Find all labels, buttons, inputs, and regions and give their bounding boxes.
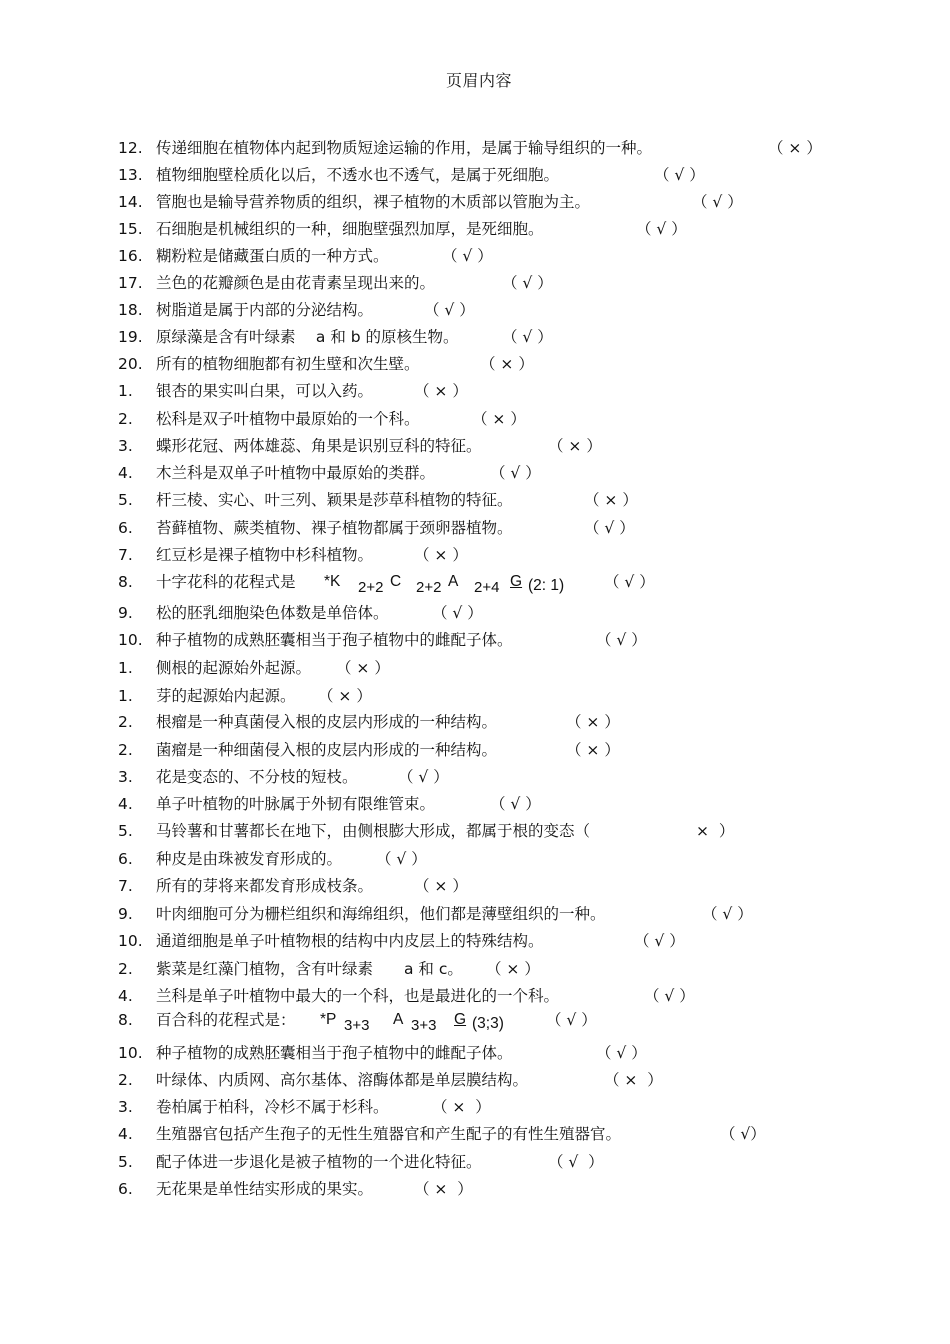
question-item (118, 656, 390, 680)
formula-c-sub: 2+2 (416, 579, 442, 596)
answer-mark: （ × ） (414, 1180, 473, 1198)
formula-g: G (510, 573, 523, 590)
question-item (118, 929, 685, 953)
answer-mark: （ √ ） (546, 1011, 597, 1029)
question-number: 5. (118, 1153, 133, 1171)
question-number: 8. (118, 1011, 133, 1029)
question-item (118, 984, 695, 1008)
question-text: 十字花科的花程式是 (156, 573, 296, 591)
question-number: 2. (118, 960, 133, 978)
question-item (118, 1068, 663, 1092)
question-number: 5. (118, 822, 133, 840)
answer-mark: （ √ ） (604, 573, 655, 591)
question-item (118, 765, 449, 789)
answer-mark: （ √） (720, 1125, 766, 1143)
question-item (118, 271, 553, 295)
question-number: 3. (118, 768, 133, 786)
question-text: 叶肉细胞可分为栅栏组织和海绵组织，他们都是薄壁组织的一种。 (156, 905, 606, 923)
formula-k: *K (324, 573, 341, 590)
answer-mark: （ √ ） (702, 905, 753, 923)
question-item (118, 902, 753, 926)
question-number: 2. (118, 410, 133, 428)
question-text: 紫菜是红藻门植物，含有叶绿素 a 和 c。 (156, 960, 463, 978)
question-text: 树脂道是属于内部的分泌结构。 (156, 301, 374, 319)
question-text: 苔藓植物、蕨类植物、裸子植物都属于颈卵器植物。 (156, 519, 513, 537)
answer-mark: （ √ ） (502, 328, 553, 346)
question-item (118, 136, 822, 160)
question-number: 19. (118, 328, 143, 346)
question-number: 15. (118, 220, 143, 238)
question-number: 18. (118, 301, 143, 319)
question-number: 4. (118, 987, 133, 1005)
question-number: 9. (118, 604, 133, 622)
answer-mark: （ √ ） (376, 850, 427, 868)
question-item (118, 1122, 766, 1146)
answer-mark: × ） (696, 822, 735, 840)
answer-mark: （ × ） (566, 713, 620, 731)
answer-mark: （ √ ） (654, 166, 705, 184)
answer-mark: （ √ ） (692, 193, 743, 211)
question-item (118, 488, 638, 512)
answer-mark: （ × ） (336, 659, 390, 677)
question-text: 松科是双子叶植物中最原始的一个科。 (156, 410, 420, 428)
question-number: 6. (118, 850, 133, 868)
question-number: 10. (118, 631, 143, 649)
question-item (118, 325, 553, 349)
answer-mark: （ × ） (486, 960, 540, 978)
answer-mark: （ √ ） (502, 274, 553, 292)
question-text: 生殖器官包括产生孢子的无性生殖器官和产生配子的有性生殖器官。 (156, 1125, 622, 1143)
answer-mark: （ × ） (566, 741, 620, 759)
question-text: 石细胞是机械组织的一种，细胞壁强烈加厚，是死细胞。 (156, 220, 544, 238)
answer-mark: （ × ） (318, 687, 372, 705)
formula-g: G (454, 1011, 467, 1028)
formula-k-sub: 2+2 (358, 579, 384, 596)
answer-mark: （ √ ） (432, 604, 483, 622)
answer-mark: （ √ ） (442, 247, 493, 265)
question-item (118, 407, 526, 431)
question-text: 种皮是由珠被发育形成的。 (156, 850, 343, 868)
answer-mark: （ √ ） (490, 464, 541, 482)
question-number: 17. (118, 274, 143, 292)
answer-mark: （ × ） (768, 139, 822, 157)
question-item (118, 543, 468, 567)
question-item (118, 217, 687, 241)
question-number: 7. (118, 877, 133, 895)
question-number: 2. (118, 713, 133, 731)
question-item (118, 957, 540, 981)
question-number: 1. (118, 687, 133, 705)
question-item (118, 298, 475, 322)
question-item (118, 379, 468, 403)
question-number: 6. (118, 1180, 133, 1198)
question-text: 所有的植物细胞都有初生壁和次生壁。 (156, 355, 420, 373)
formula-k-sub: 3+3 (344, 1017, 370, 1034)
question-text: 糊粉粒是储藏蛋白质的一种方式。 (156, 247, 389, 265)
question-text: 侧根的起源始外起源。 (156, 659, 312, 677)
question-item (118, 434, 602, 458)
question-number: 9. (118, 905, 133, 923)
question-text: 芽的起源始内起源。 (156, 687, 296, 705)
question-text: 百合科的花程式是： (156, 1011, 296, 1029)
formula-a-sub: 3+3 (411, 1017, 437, 1034)
question-item (118, 1095, 491, 1119)
question-text: 叶绿体、内质网、高尔基体、溶酶体都是单层膜结构。 (156, 1071, 529, 1089)
question-number: 3. (118, 437, 133, 455)
question-text: 卷柏属于柏科，冷杉不属于杉科。 (156, 1098, 389, 1116)
question-text: 无花果是单性结实形成的果实。 (156, 1180, 374, 1198)
question-item (118, 570, 655, 596)
question-text: 单子叶植物的叶脉属于外韧有限维管束。 (156, 795, 436, 813)
question-text: 兰科是单子叶植物中最大的一个科，也是最进化的一个科。 (156, 987, 560, 1005)
question-text: 通道细胞是单子叶植物根的结构中内皮层上的特殊结构。 (156, 932, 544, 950)
question-number: 13. (118, 166, 143, 184)
question-number: 12. (118, 139, 143, 157)
question-text: 蝶形花冠、两体雄蕊、角果是识别豆科的特征。 (156, 437, 482, 455)
question-item (118, 819, 735, 843)
question-item (118, 874, 468, 898)
question-text: 所有的芽将来都发育形成枝条。 (156, 877, 374, 895)
question-item (118, 628, 647, 652)
answer-mark: （ √ ） (584, 519, 635, 537)
question-text: 根瘤是一种真菌侵入根的皮层内形成的一种结构。 (156, 713, 498, 731)
answer-mark: （ × ） (604, 1071, 663, 1089)
question-item (118, 738, 620, 762)
question-item (118, 601, 483, 625)
question-item (118, 352, 534, 376)
question-number: 20. (118, 355, 143, 373)
question-text: 木兰科是双单子叶植物中最原始的类群。 (156, 464, 436, 482)
answer-mark: （ × ） (480, 355, 534, 373)
question-number: 3. (118, 1098, 133, 1116)
question-number: 14. (118, 193, 143, 211)
answer-mark: （ × ） (584, 491, 638, 509)
question-text: 杆三棱、实心、叶三列、颖果是莎草科植物的特征。 (156, 491, 513, 509)
question-text: 菌瘤是一种细菌侵入根的皮层内形成的一种结构。 (156, 741, 498, 759)
question-item (118, 163, 705, 187)
question-text: 管胞也是输导营养物质的组织，裸子植物的木质部以管胞为主。 (156, 193, 591, 211)
question-text: 花是变态的、不分枝的短枝。 (156, 768, 358, 786)
question-item (118, 1150, 604, 1174)
question-number: 1. (118, 382, 133, 400)
question-text: 红豆杉是裸子植物中杉科植物。 (156, 546, 374, 564)
answer-mark: （ √ ） (548, 1153, 604, 1171)
formula-a-sub: 2+4 (474, 579, 500, 596)
question-item (118, 1177, 473, 1201)
question-text: 原绿藻是含有叶绿素 a 和 b 的原核生物。 (156, 328, 459, 346)
question-number: 4. (118, 464, 133, 482)
question-text: 种子植物的成熟胚囊相当于孢子植物中的雌配子体。 (156, 631, 513, 649)
answer-mark: （ √ ） (424, 301, 475, 319)
answer-mark: （ × ） (414, 877, 468, 895)
question-number: 1. (118, 659, 133, 677)
question-item (118, 461, 541, 485)
formula-c: C (390, 573, 402, 590)
answer-mark: （ × ） (414, 382, 468, 400)
answer-mark: （ × ） (432, 1098, 491, 1116)
question-number: 7. (118, 546, 133, 564)
answer-mark: （ √ ） (596, 631, 647, 649)
formula-g-tail: (2: 1) (528, 577, 565, 594)
question-number: 6. (118, 519, 133, 537)
question-number: 4. (118, 1125, 133, 1143)
page-header: 页眉内容 (445, 71, 512, 90)
answer-mark: （ √ ） (636, 220, 687, 238)
question-item (118, 847, 427, 871)
question-number: 16. (118, 247, 143, 265)
answer-mark: （ √ ） (596, 1044, 647, 1062)
answer-mark: （ √ ） (634, 932, 685, 950)
formula-k: *P (320, 1011, 337, 1028)
answer-mark: （ √ ） (490, 795, 541, 813)
question-text: 松的胚乳细胞染色体数是单倍体。 (156, 604, 389, 622)
question-text: 植物细胞壁栓质化以后，不透水也不透气，是属于死细胞。 (156, 166, 560, 184)
question-text: 银杏的果实叫白果，可以入药。 (156, 382, 374, 400)
question-number: 8. (118, 573, 133, 591)
question-text: 兰色的花瓣颜色是由花青素呈现出来的。 (156, 274, 436, 292)
answer-mark: （ √ ） (398, 768, 449, 786)
question-item (118, 190, 743, 214)
question-item (118, 516, 635, 540)
question-item (118, 1008, 597, 1034)
answer-mark: （ × ） (472, 410, 526, 428)
question-number: 2. (118, 1071, 133, 1089)
question-text: 种子植物的成熟胚囊相当于孢子植物中的雌配子体。 (156, 1044, 513, 1062)
answer-mark: （ × ） (548, 437, 602, 455)
question-number: 4. (118, 795, 133, 813)
question-item (118, 792, 541, 816)
question-item (118, 244, 493, 268)
question-item (118, 684, 372, 708)
question-number: 10. (118, 1044, 143, 1062)
question-item (118, 710, 620, 734)
question-number: 5. (118, 491, 133, 509)
formula-a: A (393, 1011, 404, 1028)
question-text: 马铃薯和甘薯都长在地下，由侧根膨大形成，都属于根的变态（ (156, 822, 591, 840)
question-item (118, 1041, 647, 1065)
question-text: 传递细胞在植物体内起到物质短途运输的作用，是属于输导组织的一种。 (156, 139, 653, 157)
question-number: 10. (118, 932, 143, 950)
formula-g-tail: (3;3) (472, 1015, 504, 1032)
answer-mark: （ √ ） (644, 987, 695, 1005)
question-number: 2. (118, 741, 133, 759)
question-text: 配子体进一步退化是被子植物的一个进化特征。 (156, 1153, 482, 1171)
formula-a: A (448, 573, 459, 590)
answer-mark: （ × ） (414, 546, 468, 564)
